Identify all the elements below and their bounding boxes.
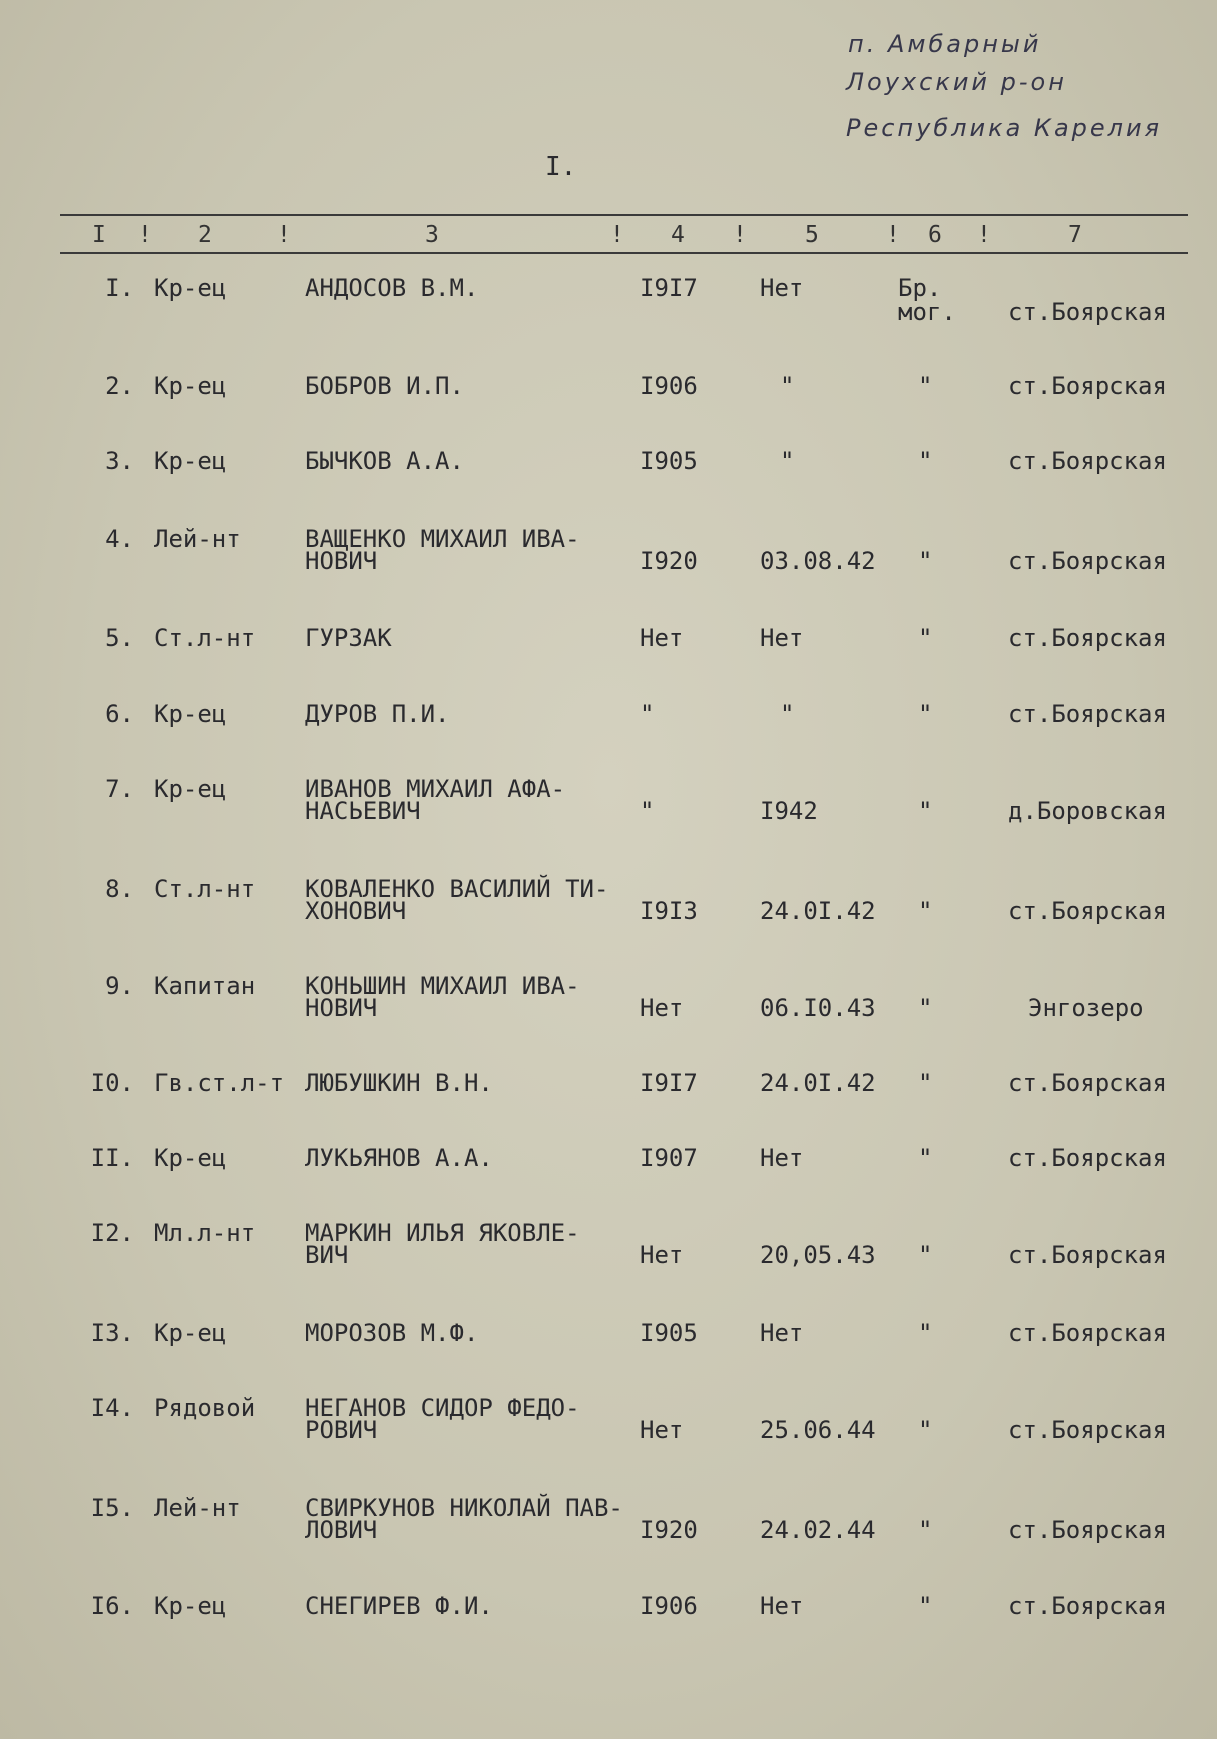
name-cell: БОБРОВ И.П.	[305, 372, 464, 400]
birth-year-cell: I9I7	[640, 274, 698, 302]
burial-place-cell: д.Боровская	[1008, 797, 1167, 825]
rank-cell: Кр-ец	[154, 274, 227, 302]
burial-type-cell: "	[918, 624, 933, 652]
burial-type-cell: "	[918, 1319, 933, 1347]
birth-year-cell: Нет	[640, 1416, 684, 1444]
birth-year-cell: I906	[640, 1592, 698, 1620]
birth-year-cell: I905	[640, 447, 698, 475]
burial-place-cell: ст.Боярская	[1008, 1069, 1167, 1097]
burial-place-cell: ст.Боярская	[1008, 1144, 1167, 1172]
burial-place-cell: ст.Боярская	[1008, 700, 1167, 728]
burial-place-cell: ст.Боярская	[1008, 372, 1167, 400]
name-cell: АНДОСОВ В.М.	[305, 274, 479, 302]
burial-type-cell: "	[918, 447, 933, 475]
death-date-cell: 24.0I.42	[760, 897, 876, 925]
column-separator: !	[610, 222, 624, 248]
rank-cell: Ст.л-нт	[154, 875, 256, 903]
column-separator: !	[277, 222, 291, 248]
death-date-cell: 24.02.44	[760, 1516, 876, 1544]
birth-year-cell: Нет	[640, 994, 684, 1022]
header-rule-bottom	[60, 252, 1188, 254]
column-header-2: 2	[198, 222, 212, 248]
birth-year-cell: I905	[640, 1319, 698, 1347]
handwritten-district: Лоухский р-он	[846, 68, 1067, 96]
name-cell: СВИРКУНОВ НИКОЛАЙ ПАВ-	[305, 1494, 623, 1522]
row-number: II.	[90, 1144, 134, 1172]
rank-cell: Кр-ец	[154, 1319, 227, 1347]
column-separator: !	[138, 222, 152, 248]
rank-cell: Кр-ец	[154, 775, 227, 803]
row-number: 2.	[105, 372, 134, 400]
rank-cell: Кр-ец	[154, 447, 227, 475]
burial-type-cell: "	[918, 994, 933, 1022]
death-date-cell: Нет	[760, 1144, 804, 1172]
death-date-cell: 03.08.42	[760, 547, 876, 575]
name-cell: КОВАЛЕНКО ВАСИЛИЙ ТИ-	[305, 875, 609, 903]
burial-place-cell: ст.Боярская	[1008, 447, 1167, 475]
row-number: I6.	[90, 1592, 134, 1620]
rank-cell: Кр-ец	[154, 700, 227, 728]
row-number: I4.	[90, 1394, 134, 1422]
birth-year-cell: I907	[640, 1144, 698, 1172]
burial-type-cell: "	[918, 700, 933, 728]
row-number: 4.	[105, 525, 134, 553]
name-cell: КОНЬШИН МИХАИЛ ИВА-	[305, 972, 580, 1000]
page-number: I.	[545, 152, 577, 182]
row-number: I.	[105, 274, 134, 302]
burial-place-cell: ст.Боярская	[1008, 624, 1167, 652]
row-number: 7.	[105, 775, 134, 803]
rank-cell: Кр-ец	[154, 372, 227, 400]
burial-place-cell: ст.Боярская	[1008, 298, 1167, 326]
death-date-cell: Нет	[760, 1592, 804, 1620]
burial-place-cell: ст.Боярская	[1008, 547, 1167, 575]
row-number: I2.	[90, 1219, 134, 1247]
column-header-5: 5	[805, 222, 819, 248]
death-date-cell: 06.I0.43	[760, 994, 876, 1022]
burial-type-cell: "	[918, 372, 933, 400]
birth-year-cell: I920	[640, 547, 698, 575]
rank-cell: Мл.л-нт	[154, 1219, 256, 1247]
row-number: 5.	[105, 624, 134, 652]
death-date-cell: "	[780, 700, 795, 728]
death-date-cell: 20,05.43	[760, 1241, 876, 1269]
name-cell: ИВАНОВ МИХАИЛ АФА-	[305, 775, 566, 803]
handwritten-republic: Республика Карелия	[846, 114, 1163, 142]
name-cell-continued: ЛОВИЧ	[305, 1516, 378, 1544]
burial-place-cell: ст.Боярская	[1008, 1416, 1167, 1444]
name-cell-continued: ХОНОВИЧ	[305, 897, 407, 925]
name-cell: БЫЧКОВ А.А.	[305, 447, 464, 475]
burial-type-cell: "	[918, 1516, 933, 1544]
burial-place-cell: Энгозеро	[1028, 994, 1144, 1022]
name-cell: СНЕГИРЕВ Ф.И.	[305, 1592, 493, 1620]
death-date-cell: I942	[760, 797, 818, 825]
rank-cell: Гв.ст.л-т	[154, 1069, 285, 1097]
burial-type-cell-continued: мог.	[898, 298, 956, 326]
name-cell: НЕГАНОВ СИДОР ФЕДО-	[305, 1394, 580, 1422]
row-number: 8.	[105, 875, 134, 903]
birth-year-cell: Нет	[640, 624, 684, 652]
name-cell-continued: ВИЧ	[305, 1241, 349, 1269]
name-cell: ЛЮБУШКИН В.Н.	[305, 1069, 493, 1097]
birth-year-cell: "	[640, 700, 655, 728]
handwritten-settlement: п. Амбарный	[848, 30, 1042, 58]
column-separator: !	[886, 222, 900, 248]
death-date-cell: 24.0I.42	[760, 1069, 876, 1097]
column-header-7: 7	[1068, 222, 1082, 248]
birth-year-cell: I9I3	[640, 897, 698, 925]
burial-type-cell: Бр.	[898, 274, 942, 302]
row-number: I3.	[90, 1319, 134, 1347]
column-header-4: 4	[671, 222, 685, 248]
column-header-3: 3	[425, 222, 439, 248]
name-cell: ВАЩЕНКО МИХАИЛ ИВА-	[305, 525, 580, 553]
name-cell: ДУРОВ П.И.	[305, 700, 450, 728]
rank-cell: Лей-нт	[154, 1494, 241, 1522]
row-number: 6.	[105, 700, 134, 728]
birth-year-cell: I9I7	[640, 1069, 698, 1097]
birth-year-cell: Нет	[640, 1241, 684, 1269]
burial-place-cell: ст.Боярская	[1008, 1241, 1167, 1269]
column-separator: !	[733, 222, 747, 248]
column-header-6: 6	[928, 222, 942, 248]
rank-cell: Ст.л-нт	[154, 624, 256, 652]
birth-year-cell: I906	[640, 372, 698, 400]
rank-cell: Кр-ец	[154, 1592, 227, 1620]
burial-place-cell: ст.Боярская	[1008, 1592, 1167, 1620]
rank-cell: Капитан	[154, 972, 256, 1000]
burial-type-cell: "	[918, 1592, 933, 1620]
burial-type-cell: "	[918, 1241, 933, 1269]
burial-type-cell: "	[918, 547, 933, 575]
name-cell: ЛУКЬЯНОВ А.А.	[305, 1144, 493, 1172]
death-date-cell: "	[780, 447, 795, 475]
burial-place-cell: ст.Боярская	[1008, 1319, 1167, 1347]
burial-type-cell: "	[918, 1144, 933, 1172]
death-date-cell: 25.06.44	[760, 1416, 876, 1444]
name-cell: ГУРЗАК	[305, 624, 392, 652]
burial-place-cell: ст.Боярская	[1008, 897, 1167, 925]
column-header-1: I	[92, 222, 106, 248]
name-cell-continued: НАСЬЕВИЧ	[305, 797, 421, 825]
rank-cell: Кр-ец	[154, 1144, 227, 1172]
name-cell-continued: НОВИЧ	[305, 547, 378, 575]
burial-type-cell: "	[918, 797, 933, 825]
name-cell-continued: РОВИЧ	[305, 1416, 378, 1444]
name-cell: МАРКИН ИЛЬЯ ЯКОВЛЕ-	[305, 1219, 580, 1247]
row-number: I0.	[90, 1069, 134, 1097]
burial-type-cell: "	[918, 897, 933, 925]
burial-place-cell: ст.Боярская	[1008, 1516, 1167, 1544]
name-cell-continued: НОВИЧ	[305, 994, 378, 1022]
rank-cell: Рядовой	[154, 1394, 256, 1422]
rank-cell: Лей-нт	[154, 525, 241, 553]
burial-type-cell: "	[918, 1069, 933, 1097]
death-date-cell: Нет	[760, 624, 804, 652]
column-separator: !	[977, 222, 991, 248]
death-date-cell: Нет	[760, 1319, 804, 1347]
death-date-cell: Нет	[760, 274, 804, 302]
header-rule-top	[60, 214, 1188, 216]
death-date-cell: "	[780, 372, 795, 400]
row-number: 9.	[105, 972, 134, 1000]
row-number: 3.	[105, 447, 134, 475]
birth-year-cell: I920	[640, 1516, 698, 1544]
row-number: I5.	[90, 1494, 134, 1522]
birth-year-cell: "	[640, 797, 655, 825]
burial-type-cell: "	[918, 1416, 933, 1444]
name-cell: МОРОЗОВ М.Ф.	[305, 1319, 479, 1347]
